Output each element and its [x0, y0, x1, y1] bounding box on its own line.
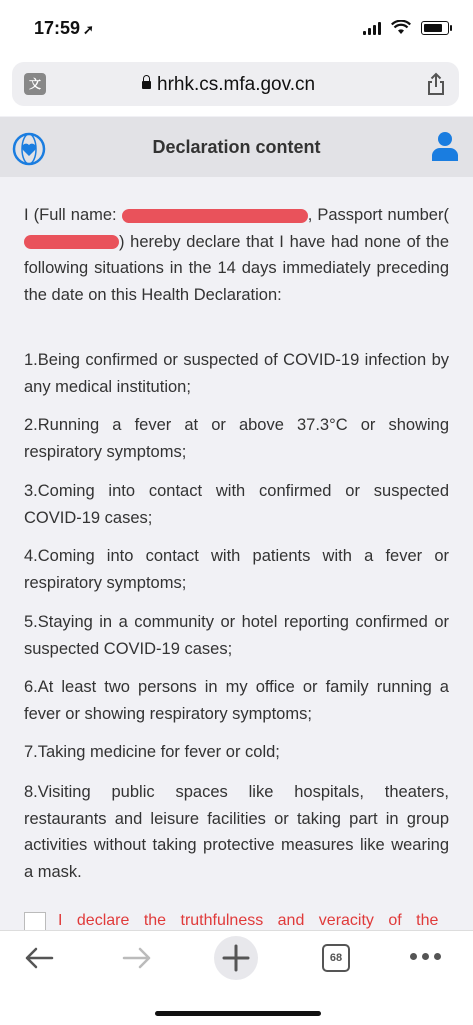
back-arrow-icon[interactable] — [22, 941, 56, 975]
user-profile-icon[interactable] — [431, 131, 459, 161]
share-icon[interactable] — [423, 71, 449, 97]
lock-icon — [142, 81, 151, 89]
cellular-signal-icon — [363, 21, 381, 35]
declaration-item: 2.Running a fever at or above 37.3°C or showing respiratory symptoms; — [24, 416, 449, 461]
declaration-item: 6.At least two persons in my office or family running a fever or showing respiratory symptoms; — [24, 678, 449, 723]
tab-count-button[interactable]: 68 — [322, 944, 350, 972]
declaration-checkbox[interactable] — [24, 912, 46, 930]
declaration-item: 5.Staying in a community or hotel reporting confirmed or suspected COVID-19 cases; — [24, 613, 449, 658]
declaration-item: 1.Being confirmed or suspected of COVID-19 infection by any medical institution; — [24, 351, 449, 396]
browser-toolbar — [0, 930, 473, 1025]
redacted-passport — [24, 235, 119, 249]
declaration-item: 3.Coming into contact with confirmed or suspected COVID-19 cases; — [24, 482, 449, 527]
declaration-content — [0, 178, 473, 930]
wifi-icon — [391, 20, 411, 35]
browser-address-area — [0, 56, 473, 116]
new-tab-plus-icon[interactable] — [213, 935, 259, 981]
status-icons — [363, 20, 449, 35]
more-options-icon[interactable] — [410, 953, 441, 960]
page-header — [0, 117, 473, 177]
location-arrow-icon: ➚ — [83, 22, 94, 37]
status-bar — [0, 0, 473, 56]
declaration-checkbox-label[interactable]: I declare the truthfulness and veracity of the — [58, 912, 439, 929]
url-text[interactable]: hrhk.cs.mfa.gov.cn — [142, 74, 315, 96]
declaration-item: 8.Visiting public spaces like hospitals, theaters, restaurants and leisure facilities or taking part in group activities without taking protective measures like wearing a mask. — [24, 783, 449, 881]
declaration-item: 4.Coming into contact with patients with a fever or respiratory symptoms; — [24, 547, 449, 592]
declaration-item: 7.Taking medicine for fever or cold; — [24, 743, 280, 761]
status-time: 17:59 ➚ — [34, 18, 94, 38]
home-indicator — [155, 1011, 321, 1016]
forward-arrow-icon[interactable] — [120, 941, 154, 975]
declaration-intro: I (Full name: , Passport number() hereby declare that I have had none of the following situations in the 14 days immediately preceding the date on this Health Declaration: — [24, 206, 449, 304]
page-title: Declaration content — [152, 137, 321, 157]
translate-icon[interactable]: 文 — [24, 73, 46, 95]
address-bar[interactable] — [12, 62, 459, 106]
battery-icon — [421, 21, 449, 35]
redacted-name — [122, 209, 308, 223]
